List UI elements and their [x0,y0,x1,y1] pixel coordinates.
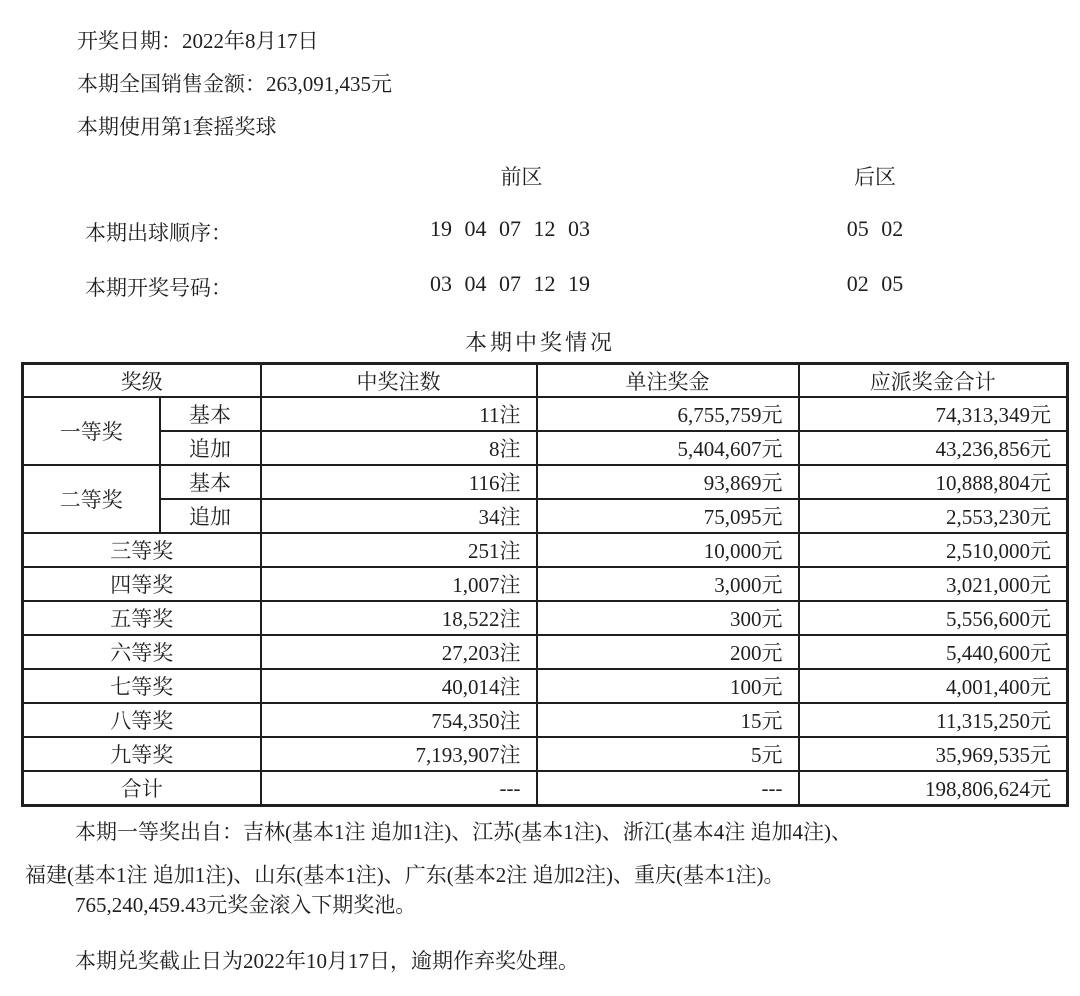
table-row [23,635,1068,669]
draw-date-line: 开奖日期：2022年8月17日 [77,29,319,53]
count-cell: 251注 [261,533,537,567]
total-cell: 5,440,600元 [799,635,1068,669]
table-row [23,465,1068,499]
table-total-row [23,771,1068,806]
count-cell: 8注 [261,431,537,465]
table-row [23,533,1068,567]
winning-back-numbers: 02 05 [846,271,904,296]
prize-level-cell: 八等奖 [23,703,261,737]
prize-cell: 200元 [537,635,799,669]
total-cell: 10,888,804元 [799,465,1068,499]
prize-level-cell: 四等奖 [23,567,261,601]
count-cell: 18,522注 [261,601,537,635]
prize-level-cell: 合计 [23,771,261,806]
prize-cell: 93,869元 [537,465,799,499]
first-prize-origins-line2: 福建(基本1注 追加1注)、山东(基本1注)、广东(基本2注 追加2注)、重庆(基本1注)。 [25,863,785,887]
rollover-line: 765,240,459.43元奖金滚入下期奖池。 [75,893,417,917]
winning-numbers-label: 本期开奖号码： [85,276,232,300]
prize-cell: 5元 [537,737,799,771]
prize-sub-cell: 追加 [160,499,261,533]
header-winning-bets: 中奖注数 [261,364,537,398]
count-cell: 1,007注 [261,567,537,601]
back-zone-label: 后区 [854,165,896,189]
prize-cell: 100元 [537,669,799,703]
prize-cell: 3,000元 [537,567,799,601]
prize-cell: 5,404,607元 [537,431,799,465]
table-row [23,397,1068,431]
total-cell: 198,806,624元 [799,771,1068,806]
table-header-row [23,364,1068,398]
prize-table [21,362,1069,807]
count-cell: --- [261,771,537,806]
count-cell: 11注 [261,397,537,431]
winning-front-numbers: 03 04 07 12 19 [430,271,590,296]
sales-amount-line: 本期全国销售金额：263,091,435元 [77,72,392,96]
total-cell: 4,001,400元 [799,669,1068,703]
table-row [23,737,1068,771]
ball-set-line: 本期使用第1套摇奖球 [77,115,277,139]
ball-order-label: 本期出球顺序： [85,221,232,245]
count-cell: 40,014注 [261,669,537,703]
prize-table-title: 本期中奖情况 [464,330,615,355]
table-row [23,499,1068,533]
prize-level-cell: 六等奖 [23,635,261,669]
count-cell: 27,203注 [261,635,537,669]
prize-level-cell: 五等奖 [23,601,261,635]
count-cell: 7,193,907注 [261,737,537,771]
header-prize-level: 奖级 [23,364,261,398]
ball-order-back-numbers: 05 02 [846,216,904,241]
prize-level-cell: 九等奖 [23,737,261,771]
table-row [23,431,1068,465]
prize-cell: 6,755,759元 [537,397,799,431]
total-cell: 2,553,230元 [799,499,1068,533]
total-cell: 35,969,535元 [799,737,1068,771]
prize-cell: --- [537,771,799,806]
prize-level-cell: 三等奖 [23,533,261,567]
prize-level-cell: 二等奖 [23,465,160,533]
prize-level-cell: 一等奖 [23,397,160,465]
ball-order-front-numbers: 19 04 07 12 03 [430,216,590,241]
table-row [23,703,1068,737]
prize-cell: 75,095元 [537,499,799,533]
total-cell: 11,315,250元 [799,703,1068,737]
total-cell: 74,313,349元 [799,397,1068,431]
total-cell: 5,556,600元 [799,601,1068,635]
table-row [23,567,1068,601]
prize-sub-cell: 基本 [160,397,261,431]
prize-cell: 15元 [537,703,799,737]
total-cell: 2,510,000元 [799,533,1068,567]
header-prize-per-bet: 单注奖金 [537,364,799,398]
prize-cell: 300元 [537,601,799,635]
first-prize-origins-line1: 本期一等奖出自：吉林(基本1注 追加1注)、江苏(基本1注)、浙江(基本4注 追加4注)、 [75,820,852,844]
redeem-deadline-line: 本期兑奖截止日为2022年10月17日，逾期作弃奖处理。 [75,949,579,973]
front-zone-label: 前区 [500,165,543,189]
table-row [23,669,1068,703]
count-cell: 754,350注 [261,703,537,737]
prize-cell: 10,000元 [537,533,799,567]
table-row [23,601,1068,635]
count-cell: 116注 [261,465,537,499]
count-cell: 34注 [261,499,537,533]
prize-sub-cell: 追加 [160,431,261,465]
total-cell: 43,236,856元 [799,431,1068,465]
header-total-payout: 应派奖金合计 [799,364,1068,398]
prize-sub-cell: 基本 [160,465,261,499]
prize-level-cell: 七等奖 [23,669,261,703]
total-cell: 3,021,000元 [799,567,1068,601]
